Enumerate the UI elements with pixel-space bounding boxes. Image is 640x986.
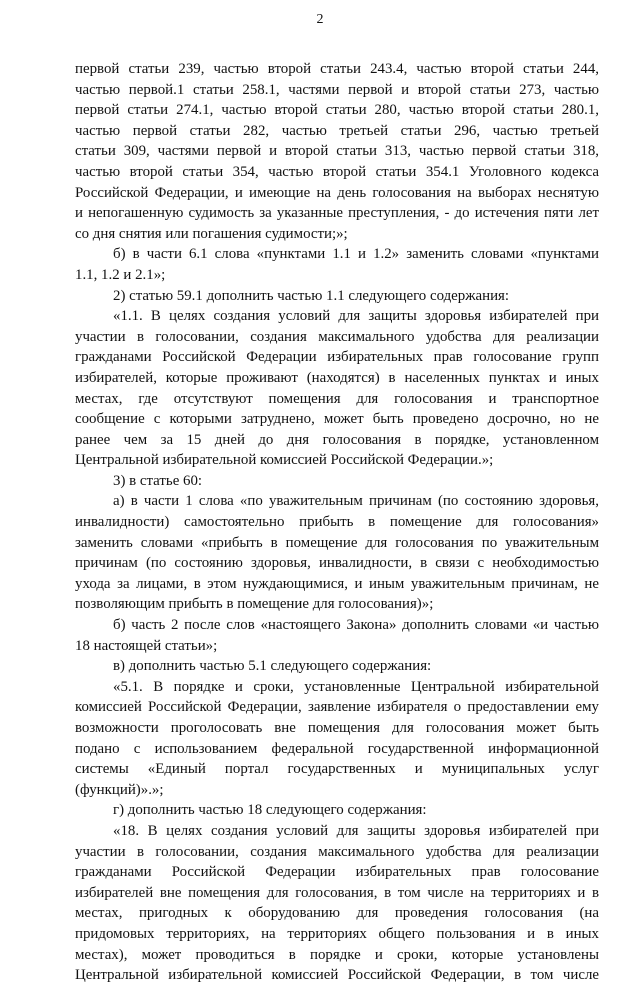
text-line: 18 настоящей статьи»;: [75, 637, 218, 654]
page-number: 2: [316, 12, 324, 27]
text-line: инвалидности) самостоятельно прибыть в помещение для голосования»: [75, 514, 599, 531]
text-line: а) в части 1 слова «по уважительным причинам (по состоянию здоровья,: [113, 493, 599, 510]
text-line: «18. В целях создания условий для защиты здоровья избирателей при: [113, 822, 599, 839]
text-line: первой статьи 274.1, частью второй статьи 280, частью второй статьи 280.1,: [75, 102, 599, 119]
text-line: и непогашенную судимость за указанные преступления, - до истечения пяти лет: [75, 205, 599, 222]
text-line: (функций)».»;: [75, 781, 164, 798]
text-line: «5.1. В порядке и сроки, установленные Центральной избирательной: [113, 678, 599, 695]
text-line: системы «Единый портал государственных и муниципальных услуг: [75, 761, 599, 778]
text-line: избирателей, которые проживают (находятся) в населенных пунктах и иных: [75, 369, 599, 386]
text-line: статьи 309, частями первой и второй статьи 313, частью первой статьи 318,: [75, 143, 599, 160]
text-line: 1.1, 1.2 и 2.1»;: [75, 266, 166, 283]
text-line: первой статьи 239, частью второй статьи 243.4, частью второй статьи 244,: [75, 61, 599, 77]
text-line: б) в части 6.1 слова «пунктами 1.1 и 1.2» заменить словами «пунктами: [113, 246, 599, 263]
text-line: придомовых территориях, на территориях общего пользования и в иных: [75, 925, 599, 942]
text-line: местах, пригодных к оборудованию для проведения голосования (на: [75, 905, 599, 922]
text-line: местах), может проводиться в порядке и сроки, которые установлены: [75, 946, 599, 963]
text-line: избирателей вне помещения для голосования, в том числе на территориях и в: [75, 884, 599, 901]
text-line: «1.1. В целях создания условий для защиты здоровья избирателей при: [113, 308, 599, 325]
text-line: ухода за лицами, в этом нуждающимися, и иным уважительным причинам, не: [75, 575, 599, 592]
text-line: Российской Федерации, и имеющие на день голосования на выборах неснятую: [75, 184, 599, 201]
text-line: со дня снятия или погашения судимости;»;: [75, 225, 348, 242]
text-line: сообщение с которыми затруднено, может быть проведено досрочно, но не: [75, 411, 599, 428]
text-line: комиссией Российской Федерации, заявление избирателя о предоставлении ему: [75, 699, 599, 716]
text-line: 3) в статье 60:: [113, 472, 203, 489]
text-line: г) дополнить частью 18 следующего содержания:: [113, 802, 427, 819]
text-line: участии в голосовании, создания максимального удобства для реализации: [75, 328, 599, 345]
text-line: подано с использованием федеральной государственной информационной: [75, 740, 599, 757]
text-line: участии в голосовании, создания максимального удобства для реализации: [75, 843, 599, 860]
text-line: гражданами Российской Федерации избирательных прав голосование: [75, 864, 599, 881]
text-line: 2) статью 59.1 дополнить частью 1.1 следующего содержания:: [113, 287, 510, 304]
text-line: частью первой.1 статьи 258.1, частями первой и второй статьи 273, частью: [75, 81, 599, 98]
document-body: [75, 59, 599, 986]
text-line: б) часть 2 после слов «настоящего Закона» дополнить словами «и частью: [113, 617, 599, 634]
text-line: гражданами Российской Федерации избирательных прав голосование групп: [75, 349, 599, 366]
text-line: в) дополнить частью 5.1 следующего содержания:: [113, 658, 432, 675]
text-line: ранее чем за 15 дней до дня голосования в порядке, установленном: [75, 431, 599, 448]
text-line: возможности проголосовать вне помещения для голосования может быть: [75, 720, 599, 736]
text-line: частью первой статьи 282, частью третьей статьи 296, частью третьей: [75, 122, 599, 139]
text-line: позволяющим прибыть в помещение для голосования)»;: [75, 596, 434, 613]
text-line: частью второй статьи 354, частью второй статьи 354.1 Уголовного кодекса: [75, 163, 599, 180]
text-line: Центральной избирательной комиссией Российской Федерации.»;: [75, 452, 494, 469]
text-line: местах, где отсутствуют помещения для голосования и транспортное: [75, 390, 599, 407]
text-line: Центральной избирательной комиссией Российской Федерации, в том числе: [75, 967, 599, 984]
text-line: заменить словами «прибыть в помещение для голосования по уважительным: [75, 534, 599, 551]
text-line: причинам (по состоянию здоровья, инвалидности, в связи с необходимостью: [75, 555, 599, 572]
